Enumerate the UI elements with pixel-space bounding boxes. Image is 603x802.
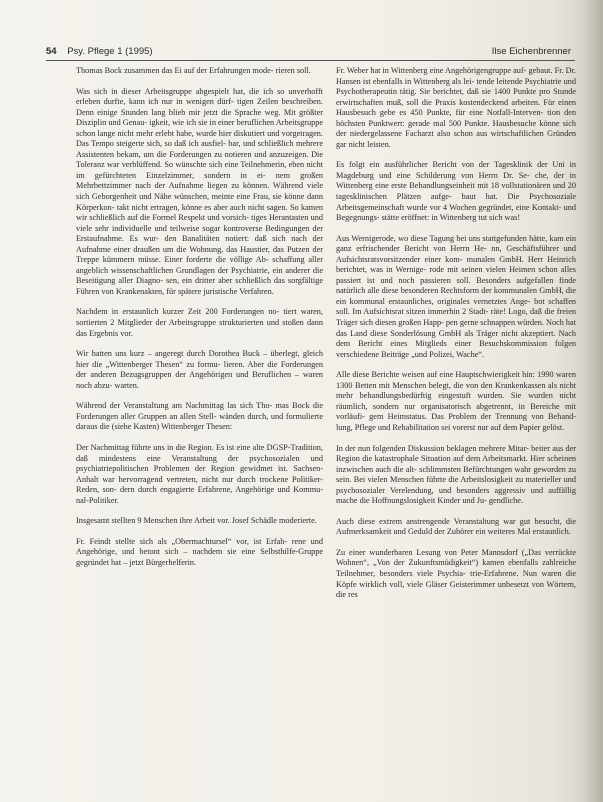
paragraph: Insgesamt stellten 9 Menschen ihre Arbeit vor. Josef Schädle moderierte. <box>76 516 317 526</box>
paragraph: Während der Veranstaltung am Nachmittag las sich Tho- mas Bock die Forderungen aller Gruppen an allen Stell- wänden durch, und formulierte daraus die (siehe Kasten) Wittenberger Thesen: <box>76 401 323 432</box>
paragraph: Thomas Bock zusammen das Ei auf der Erfahrungen mode- rieren soll. <box>76 66 311 75</box>
journal-citation: Psy. Pflege 1 (1995) <box>67 46 153 57</box>
paragraph: Es folgt ein ausführlicher Bericht von der Tagesklinik der Uni in Magdeburg und eine Schilderung von Herrn Dr. Se- che, der in Wittenberg eine erste Behandlungseinheit mit 18 vollstationären und 20 tagesklinischen Plätzen aufge- baut hat. Die Psychosoziale Arbeitsgemeinschaft wurde vor 4 Wochen gegründet, eine Kontakt- und Begegnungs- stätte eröffnet: in Wittenberg tut sich was! <box>336 160 576 223</box>
article-author: Ilse Eichenbrenner <box>491 46 571 57</box>
paragraph: Auch diese extrem anstrengende Veranstaltung war gut besucht, die Aufmerksamkeit und Geduld der Zuhörer ein weiteres Mal erstaunlich. <box>336 516 576 537</box>
page-number: 54 <box>46 46 57 57</box>
left-column <box>76 66 323 578</box>
paragraph: Fr. Weber hat in Wittenberg eine Angehörigengruppe auf- gebaut. Fr. Dr. Hansen ist ebenfalls in Wittenberg als lei- tende leitende Psychiatrie und Psychotherapeutin tätig. Sie berichtet, daß sie 1400 Punkte pro Stunde erwirtschaften muß, soll die Praxis kostendeckend arbeiten. Für einen Hausbesuch gebe es 450 Punkte, für eine Notfall-Interven- tion den höchsten Punktwert: gerade mal 500 Punkte. Hausbesuche könne sich der niedergelassene Facharzt also schon aus wirtschaftlichen Gründen gar nicht leisten. <box>336 66 576 149</box>
paragraph: Alle diese Berichte weisen auf eine Hauptschwierigkeit hin: 1990 waren 1300 Betten mit Menschen belegt, die von den Krankenkassen als nicht mehr behandlungsbedürftig eingestuft wurden. Sie wurden nicht räumlich, sondern nur organisatorisch abgetrennt, in Bereiche mit vorläufi- gem Heimstatus. Das Problem der Trennung von Behand- lung, Pflege und Rehabilitation sei vorerst nur auf dem Papier gelöst. <box>336 370 576 432</box>
right-column <box>336 66 576 611</box>
running-header <box>46 46 575 60</box>
paragraph: Wir hatten uns kurz – angeregt durch Dorothea Buck – überlegt, gleich hier die „Wittenberger Thesen“ zu formu- lieren. Aber die Forderungen der anderen Bezugsgruppen der Angehörigen und Beruflichen – waren noch abzu- warten. <box>76 349 323 390</box>
paragraph: Was sich in dieser Arbeitsgruppe abgespielt hat, die ich so unverhofft erleben durfte, kann ich nur in wenigen dürf- tigen Zeilen beschreiben. Denn einige Stunden lang blieb mir jetzt die Sprache weg. Mit größter Disziplin und Genau- igkeit, wie ich sie in einer beruflichen Arbeitsgruppe schon lange nicht mehr erlebt habe, wurde hier diskutiert und vorgetragen. Das Tempo steigerte sich, so daß ich ausfiel- bar, und schließlich mehrere Assistenten bekam, um die Forderungen zu notieren und anzuzeigen. Die Toleranz war verblüffend. So wünschte sich eine Teilnehmerin, eben nicht im gefürchteten Einzelzimmer, sondern in ei- nem großen Mehrbettzimmer nach der Aufnahme liegen zu können. Während viele sich Geborgenheit und Nähe wünschen, meinte eine Frau, sie könne dann Körperkon- takt nicht ertragen, könne es aber auch nicht sagen. So kamen wir schließlich auf die Formel Respekt und vorsich- tiges Herantasten und viele sehr individuelle und teilweise sogar kontroverse Bedingungen der Erstaufnahme. Es wur- den Banalitäten notiert: daß sich nach der Aufnahme einer draußen um die Wohnung, das Haustier, das Putzen der Treppe kümmern müsse. Einer forderte die völlige Ab- schaffung aller angeblich wissenschaftlichen Grundlagen der Psychiatrie, ein anderer die Beseitigung aller Diagno- sen, ein dritter aber schließlich das sorgfältige Führen von Krankenakten, für spätere juristische Verfahren. <box>76 86 323 296</box>
paragraph: Aus Wernigerode, wo diese Tagung bei uns stattgefunden hätte, kam ein ganz erfrischender Bericht von Herrn He- nn, Geschäftsführer und Aufsichtsratsvorsitzender einer kom- munalen GmbH. Herr Heinrich berichtet, was in Wernige- rode mit seinen vielen Heimen schon alles passiert ist und noch passieren soll. Besonders aufgefallen finde natürlich alle diese besonderen Rechtsform der kommunalen GmbH, die ein kommunal erstaunliches, originales vernetztes Ange- bot schaffen soll. Im Aufsichtsrat sitzen immerhin 2 Stadt- räte! Logo, daß die freien Träger sich diesen großen Happ- pen gerne schnappen würden. Noch hat das Land diese Sonderlösung GmbH als Träger nicht akzeptiert. Nach dem Bericht eines Mitglieds einer Besuchskommission folgen verschiedene Beiträge „und Polizei, Wache“. <box>336 233 577 359</box>
paragraph: In der nun folgenden Diskussion beklagen mehrere Mitar- beiter aus der Region die katastrophale Situation auf dem Arbeitsmarkt. Hier scheinen inzwischen auch die alt- schlimmsten Befürchtungen wahr geworden zu sein. Bei vielen Menschen führte die Arbeitslosigkeit zu materieller und psychosozialer Verelendung, und besonders aggressiv und auffällig mache die Hoffnungslosigkeit Kinder und Ju- gendliche. <box>336 443 576 506</box>
header-rule <box>46 60 575 61</box>
paragraph: Fr. Feindt stellte sich als „Obermachtursel“ vor, ist Erfah- rene und Angehörige, und betont sich – nachdem sie eine Selbsthilfe-Gruppe gegründet hat – jetzt Bürgerhelferin. <box>76 536 323 567</box>
paragraph: Nachdem in erstaunlich kurzer Zeit 200 Forderungen no- tiert waren, sortierten 2 Mitglieder der Arbeitsgruppe strukturierten und stoßen dann das Ergebnis vor. <box>76 307 323 338</box>
scan-edge-shadow <box>581 0 603 802</box>
paragraph: Zu einer wunderbaren Lesung von Peter Mannsdorf („Das verrückte Wohnen“, „Von der Zukunftsmüdigkeit“) kamen ebenfalls zahlreiche Teilnehmer, besonders viele Psychia- trie-Erfahrene. Nun waren die Köpfe wirklich voll, viele Gläser Geisterimmer unbesetzt von Wörtern, die res <box>336 547 576 600</box>
paragraph: Der Nachmittag führte uns in die Region. Es ist eine alte DGSP-Tradition, daß mindestens eine Veranstaltung der psychosozialen und psychiatriepolitischen Problemen der Region gewidmet ist. Sachsen-Anhalt war hervorragend vertreten, nicht nur durch trockene Politiker-Reden, son- dern durch engagierte Erfahrene, Angehörige und Kommu- nal-Politiker. <box>76 442 323 505</box>
